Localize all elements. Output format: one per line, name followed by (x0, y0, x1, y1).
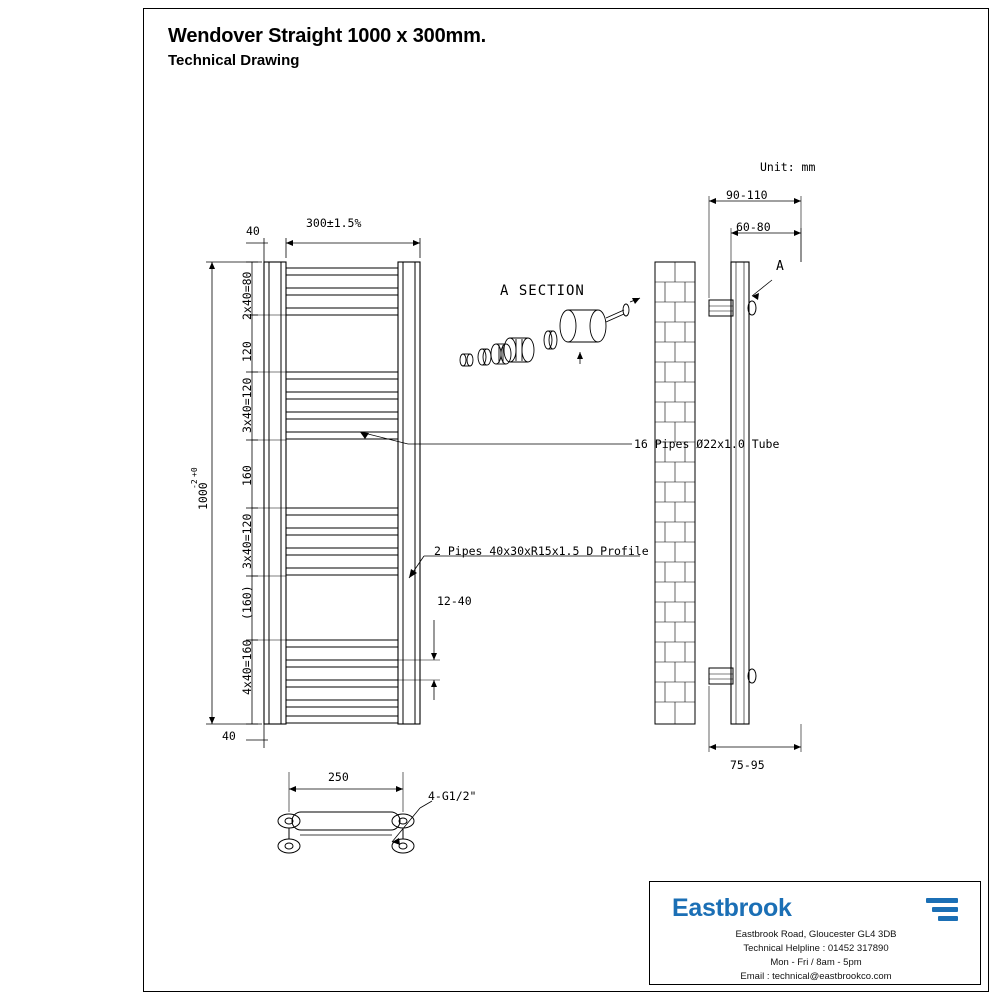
label-height-tol-top: +0 (190, 467, 199, 477)
label-wall-depth-outer: 90-110 (726, 188, 768, 202)
label-rung-gap-2: 160 (240, 465, 254, 486)
label-width-overall: 300±1.5% (306, 216, 362, 230)
callout-d-profile: 2 Pipes 40x30xR15x1.5 D Profile (434, 544, 649, 558)
brand-name: Eastbrook (672, 894, 792, 922)
page-subtitle: Technical Drawing (168, 52, 300, 69)
label-section-marker-a: A (776, 259, 784, 274)
label-bottom-centres: 250 (328, 770, 349, 784)
label-height-overall: 1000 (196, 482, 210, 510)
brand-email: Email : technical@eastbrookco.com (740, 971, 892, 982)
label-height-tol-bottom: -2 (190, 479, 199, 489)
label-left-offset-top: 40 (246, 224, 260, 238)
brand-block (649, 881, 981, 985)
label-left-offset-bottom: 40 (222, 729, 236, 743)
eastbrook-logo-icon (926, 898, 958, 924)
brand-address: Eastbrook Road, Gloucester GL4 3DB (735, 929, 897, 940)
label-rung-gap-3: (160) (240, 585, 254, 620)
label-rung-group-4: 4x40=160 (240, 639, 254, 695)
label-unit-note: Unit: mm (760, 160, 816, 174)
label-rung-group-3: 3x40=120 (240, 513, 254, 569)
label-wall-depth-inner: 60-80 (736, 220, 771, 234)
label-wall-depth-bottom: 75-95 (730, 758, 765, 772)
label-rung-group-2: 3x40=120 (240, 377, 254, 433)
page-title: Wendover Straight 1000 x 300mm. (168, 25, 487, 47)
brand-helpline: Technical Helpline : 01452 317890 (743, 943, 889, 954)
label-rung-gap-1: 120 (240, 341, 254, 362)
brand-hours: Mon - Fri / 8am - 5pm (770, 957, 862, 968)
label-bottom-thread: 4-G1/2" (428, 789, 477, 803)
callout-pipes: 16 Pipes Ø22x1.0 Tube (634, 437, 780, 451)
label-rung-group-1: 2x40=80 (240, 271, 254, 320)
label-rung-thickness: 12-40 (437, 594, 472, 608)
label-section-title: A SECTION (500, 283, 585, 299)
